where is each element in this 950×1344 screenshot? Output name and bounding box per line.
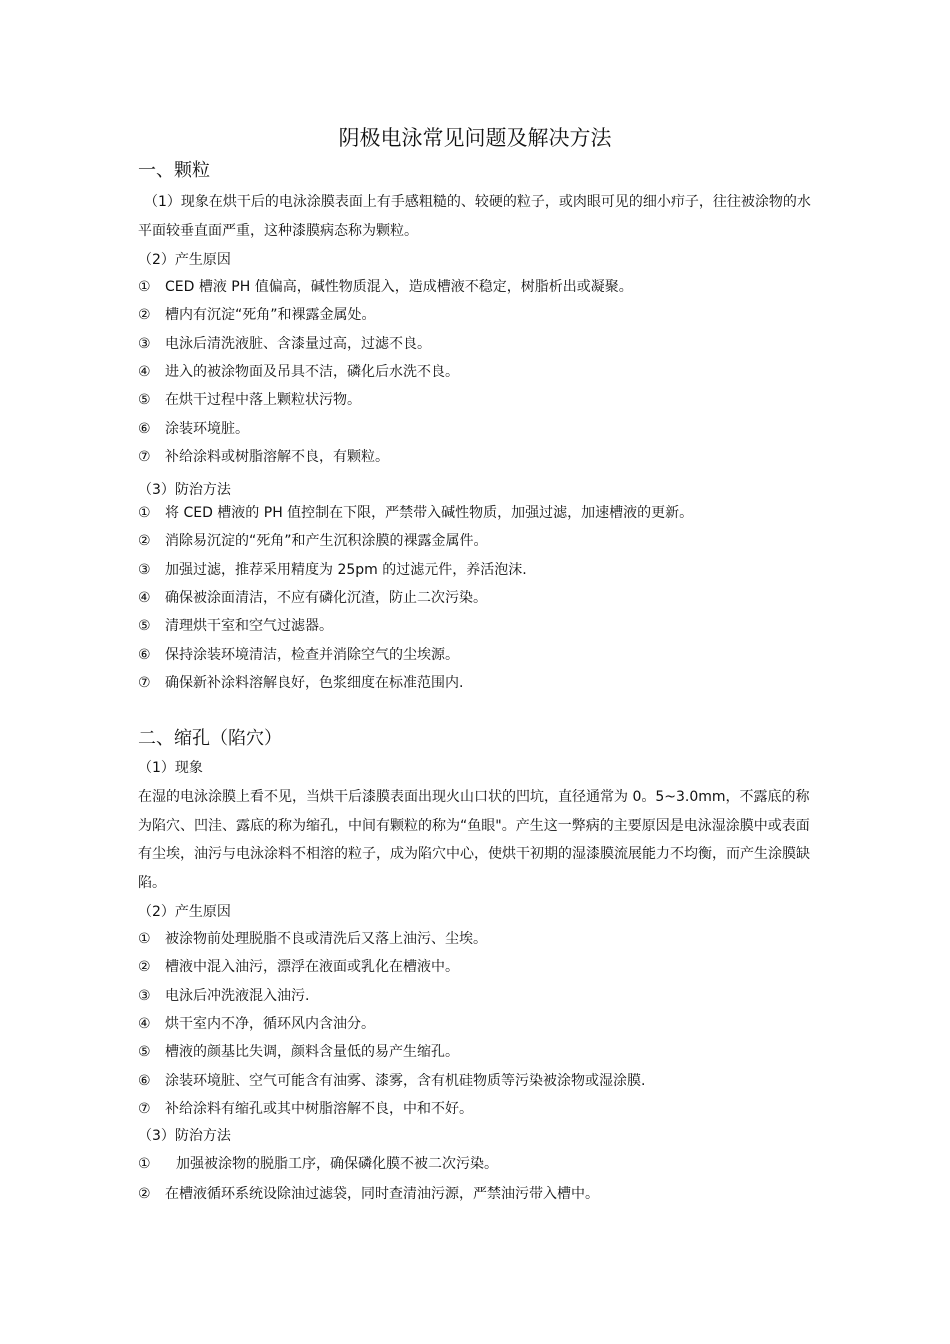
- item-text: 补给涂料有缩孔或其中树脂溶解不良，中和不好。: [165, 1100, 473, 1117]
- section-heading: 二、缩孔（陷穴）: [138, 728, 282, 749]
- item-text: 加强过滤，推荐采用精度为 25pm 的过滤元件，养活泡沫.: [165, 561, 527, 578]
- item-number: ④: [138, 589, 151, 606]
- list-item: [138, 1154, 498, 1174]
- item-number: ③: [138, 987, 151, 1004]
- item-text: 电泳后清洗液脏、含漆量过高，过滤不良。: [165, 335, 431, 352]
- item-number: ⑤: [138, 392, 151, 409]
- item-text: 将 CED 槽液的 PH 值控制在下限，严禁带入碱性物质，加强过滤，加速槽液的更新。: [165, 505, 694, 521]
- list-item: [138, 362, 459, 382]
- list-item: [138, 645, 459, 665]
- item-text: 被涂物前处理脱脂不良或清洗后又落上油污、尘埃。: [165, 931, 487, 947]
- phenomenon-paragraph: （1）现象在烘干后的电泳涂膜表面上有手感粗糙的、较硬的粒子，或肉眼可见的细小疖子，往往被涂物的水平面较垂直面严重，这种漆膜病态称为颗粒。: [138, 194, 811, 239]
- item-number: ⑥: [138, 420, 151, 437]
- item-text: 烘干室内不净，循环风内含油分。: [165, 1015, 375, 1032]
- list-item: [138, 929, 487, 949]
- craters-causes-heading-wrap: [138, 902, 818, 922]
- item-number: ④: [138, 1015, 151, 1032]
- list-item: [138, 1014, 375, 1034]
- causes-heading: （2）产生原因: [138, 252, 231, 268]
- item-number: ⑥: [138, 1072, 151, 1089]
- list-item: [138, 673, 463, 693]
- item-number: ②: [138, 533, 151, 550]
- item-number: ⑤: [138, 1044, 151, 1061]
- list-item: [138, 1099, 473, 1119]
- item-text: 确保新补涂料溶解良好，色浆细度在标准范围内.: [165, 674, 464, 691]
- list-item: [138, 531, 488, 551]
- item-number: ③: [138, 561, 151, 578]
- list-item: [138, 503, 693, 523]
- item-text: 槽内有沉淀“死角”和裸露金属处。: [165, 307, 376, 324]
- list-item: [138, 1071, 645, 1091]
- item-number: ⑦: [138, 674, 151, 691]
- item-text: 涂装环境脏、空气可能含有油雾、漆雾，含有机硅物质等污染被涂物或湿涂膜.: [165, 1072, 646, 1089]
- list-item: [138, 334, 431, 354]
- list-item: [138, 390, 361, 410]
- item-text: 涂装环境脏。: [165, 420, 249, 437]
- list-item: [138, 1042, 459, 1062]
- item-text: 进入的被涂物面及吊具不洁，磷化后水洗不良。: [165, 363, 459, 380]
- section-particles: [138, 158, 818, 184]
- item-number: ①: [138, 931, 151, 947]
- item-text: 确保被涂面清洁，不应有磷化沉渣，防止二次污染。: [165, 589, 487, 606]
- item-text: 槽液的颜基比失调，颜料含量低的易产生缩孔。: [165, 1044, 459, 1061]
- item-text: 在槽液循环系统设除油过滤袋，同时查清油污源，严禁油污带入槽中。: [165, 1185, 599, 1202]
- item-number: ①: [138, 279, 151, 295]
- particles-causes-heading-wrap: [138, 250, 818, 270]
- item-text: 槽液中混入油污，漂浮在液面或乳化在槽液中。: [165, 959, 459, 976]
- item-text: 清理烘干室和空气过滤器。: [165, 618, 333, 635]
- phenomenon-heading: （1）现象: [138, 760, 203, 776]
- item-number: ⑥: [138, 646, 151, 663]
- list-item: [138, 560, 527, 580]
- item-text: 加强被涂物的脱脂工序，确保磷化膜不被二次污染。: [176, 1156, 498, 1172]
- particles-methods-heading-wrap: [138, 480, 818, 500]
- item-text: 消除易沉淀的“死角”和产生沉积涂膜的裸露金属件。: [165, 533, 488, 550]
- list-item: [138, 957, 459, 977]
- item-number: ②: [138, 959, 151, 976]
- item-number: ②: [138, 307, 151, 324]
- item-text: CED 槽液 PH 值偏高，碱性物质混入，造成槽液不稳定，树脂析出或凝聚。: [165, 279, 633, 295]
- list-item: [138, 277, 633, 297]
- item-number: ①: [138, 505, 151, 521]
- craters-methods-heading-wrap: [138, 1126, 818, 1146]
- phenomenon-paragraph: 在湿的电泳涂膜上看不见，当烘干后漆膜表面出现火山口状的凹坑，直径通常为 0。5~3.0mm，不露底的称为陷穴、凹洼、露底的称为缩孔，中间有颗粒的称为“鱼眼"。产生这一弊病的主要原因是电泳湿涂膜中或表面有尘埃，油污与电泳涂料不相溶的粒子，成为陷穴中心，使烘干初期的湿漆膜流展能力不均衡，而产生涂膜缺陷。: [138, 789, 810, 891]
- item-text: 补给涂料或树脂溶解不良，有颗粒。: [165, 448, 389, 465]
- list-item: [138, 588, 487, 608]
- list-item: [138, 305, 376, 325]
- item-text: 在烘干过程中落上颗粒状污物。: [165, 392, 361, 409]
- document-title: 阴极电泳常见问题及解决方法: [338, 126, 612, 150]
- item-number: ⑤: [138, 618, 151, 635]
- methods-heading: （3）防治方法: [138, 1128, 231, 1144]
- causes-heading: （2）产生原因: [138, 904, 231, 920]
- item-text: 电泳后冲洗液混入油污.: [165, 987, 310, 1004]
- item-text: 保持涂装环境清洁，检查并消除空气的尘埃源。: [165, 646, 459, 663]
- craters-phenomenon-heading-wrap: [138, 758, 818, 778]
- item-number: ②: [138, 1185, 151, 1202]
- item-number: ①: [138, 1156, 151, 1172]
- section-craters: [138, 726, 818, 752]
- list-item: [138, 447, 389, 467]
- section-heading: 一、颗粒: [138, 160, 210, 181]
- item-number: ⑦: [138, 1100, 151, 1117]
- item-number: ④: [138, 363, 151, 380]
- list-item: [138, 986, 309, 1006]
- craters-phenomenon: [138, 783, 818, 897]
- item-number: ⑦: [138, 448, 151, 465]
- item-number: ③: [138, 335, 151, 352]
- list-item: [138, 616, 333, 636]
- list-item: [138, 419, 249, 439]
- list-item: [138, 1184, 599, 1204]
- methods-heading: （3）防治方法: [138, 482, 231, 498]
- particles-phenomenon: [138, 188, 818, 245]
